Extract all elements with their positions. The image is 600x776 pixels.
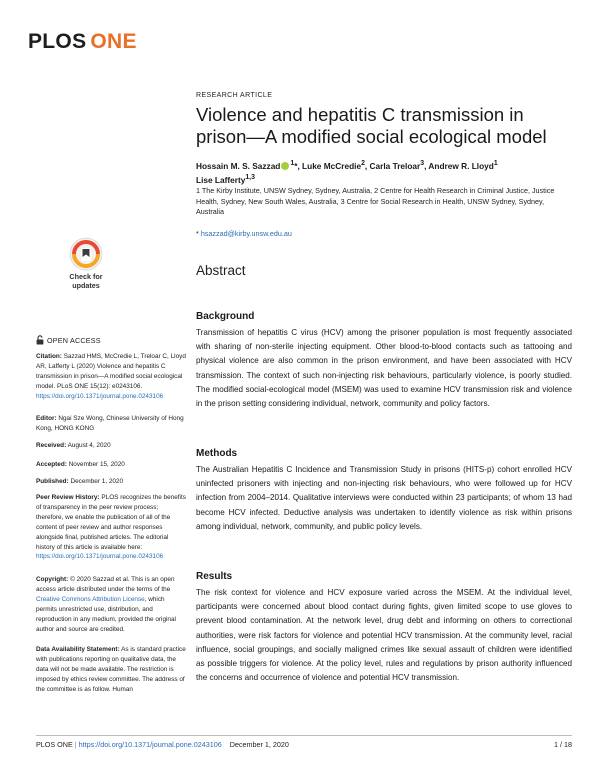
author-name[interactable]: *, Luke McCredie bbox=[294, 160, 362, 171]
author-name[interactable]: , Carla Treloar bbox=[364, 160, 421, 171]
published-block bbox=[36, 477, 186, 487]
copyright-text: © 2020 Sazzad et al. This is an open access article distributed under the terms of the bbox=[36, 576, 175, 593]
abstract-heading: Abstract bbox=[196, 263, 246, 278]
check-updates-icon bbox=[69, 237, 103, 271]
published-date: December 1, 2020 bbox=[70, 478, 124, 485]
logo-plos: PLOS bbox=[28, 30, 87, 53]
affil-sup: 2 bbox=[361, 160, 365, 167]
accepted-block bbox=[36, 460, 186, 470]
check-for-updates[interactable] bbox=[64, 237, 108, 290]
footer-date: December 1, 2020 bbox=[229, 740, 289, 749]
methods-text: The Australian Hepatitis C Incidence and Transmission Study in prisons (HITS-p) cohort enrolled HCV uninfected prisoners with injecting and non-injecting risk behaviours, who were followed up for HCV infection from 2004–2014. Qualitative interviews were conducted within 23 participants; of whom 13 had become HCV infected. Deductive analysis was undertaken to identify violence as risk within prisons among individual, network, community, and public policy levels. bbox=[196, 465, 572, 531]
editor-text: Ngai Sze Wong, Chinese University of Hong Kong, HONG KONG bbox=[36, 415, 184, 432]
author-list bbox=[196, 158, 572, 186]
open-access-badge bbox=[36, 335, 186, 348]
check-updates-line1: Check for bbox=[69, 272, 103, 281]
author-name[interactable]: , Andrew R. Lloyd bbox=[424, 160, 494, 171]
citation-doi-link[interactable]: https://doi.org/10.1371/journal.pone.0243106 bbox=[36, 392, 164, 400]
editor-block bbox=[36, 414, 186, 434]
email-link[interactable]: hsazzad@kirby.unsw.edu.au bbox=[200, 229, 292, 238]
citation-label: Citation: bbox=[36, 353, 62, 360]
peer-review-label: Peer Review History: bbox=[36, 494, 100, 501]
footer-doi-link[interactable]: https://doi.org/10.1371/journal.pone.0243106 bbox=[78, 740, 222, 749]
methods-heading: Methods bbox=[196, 448, 238, 459]
open-lock-icon bbox=[36, 335, 44, 348]
check-updates-line2: updates bbox=[72, 280, 100, 290]
author-name[interactable]: Lise Lafferty bbox=[196, 174, 246, 185]
copyright-text-cont: , which permits unrestricted use, distribution, and reproduction in any medium, provided the original author and source are credited. bbox=[36, 595, 176, 633]
received-label: Received: bbox=[36, 442, 67, 449]
data-availability-text: As is standard practice with publications reporting on qualitative data, the data will not be made available. The restriction is imposed by ethics review committee. The address of the committee is as follow. Human bbox=[36, 646, 186, 693]
accepted-label: Accepted: bbox=[36, 461, 67, 468]
license-link[interactable]: Creative Commons Attribution License bbox=[36, 595, 145, 603]
data-availability-label: Data Availability Statement: bbox=[36, 646, 120, 653]
citation-block bbox=[36, 352, 186, 402]
article-title: Violence and hepatitis C transmission in prison—A modified social ecological model bbox=[196, 104, 547, 147]
logo-one: ONE bbox=[90, 30, 137, 53]
copyright-label: Copyright: bbox=[36, 576, 69, 583]
page-number: 1 / 18 bbox=[554, 740, 572, 749]
background-text: Transmission of hepatitis C virus (HCV) among the prisoner population is most frequently associated with sharing of non-sterile injecting equipment. Other blood-to-blood contacts such as tattooing and physical violence are also common in the prison environment, and have been associated with HCV transmission. The context of such non-injecting risk behaviours, particularly violence, is poorly studied. The modified social-ecological model (MSEM) was used to examine HCV transmission risk and violence in the prison setting considering individual, network, community and policy factors. bbox=[196, 328, 572, 409]
open-access-label: OPEN ACCESS bbox=[47, 336, 101, 345]
data-availability-block bbox=[36, 645, 186, 695]
page-footer: PLOS ONE | https://doi.org/10.1371/journal.pone.0243106 December 1, 2020 1 / 18 bbox=[36, 735, 572, 749]
citation-text: Sazzad HMS, McCredie L, Treloar C, Lloyd AR, Lafferty L (2020) Violence and hepatitis C transmission in prison—A modified social ecological model. PLoS ONE 15(12): e0243106. bbox=[36, 353, 186, 390]
affil-sup: 1 bbox=[290, 160, 295, 167]
article-type: RESEARCH ARTICLE bbox=[196, 92, 273, 99]
background-heading: Background bbox=[196, 311, 255, 322]
affiliations: 1 The Kirby Institute, UNSW Sydney, Sydney, Australia, 2 Centre for Health Research in Criminal Justice, Justice Health, Sydney, New South Wales, Australia, 3 Centre for Social Research in Health, UNSW Sydney, Sydney, Australia bbox=[196, 186, 555, 216]
author-name[interactable]: Hossain M. S. Sazzad bbox=[196, 160, 281, 171]
results-text: The risk context for violence and HCV exposure varied across the MSEM. At the individual level, participants were concerned about blood contact during fights, given limited scope to use gloves to prevent blood contamination. At the network level, drug debt and informing on others to correctional authorities, were risk factors for violence and potential HCV transmission. At the community level, racial influence, social groupings, and socially maligned crimes like sexual assault of children were identified as possible triggers for violence. At the policy level, rules and regulations by prison authority influenced the concerns and occurrence of violence and potential HCV transmission. bbox=[196, 588, 572, 683]
affil-sup: 1 bbox=[493, 160, 498, 167]
peer-review-text: PLOS recognizes the benefits of transparency in the peer review process; therefore, we enable the publication of all of the content of peer review and author responses alongside final, published articles. The editorial history of this article is available here: bbox=[36, 494, 186, 551]
orcid-icon[interactable] bbox=[281, 162, 289, 170]
results-heading: Results bbox=[196, 571, 233, 582]
peer-review-block bbox=[36, 493, 186, 562]
journal-logo[interactable] bbox=[28, 30, 137, 54]
editor-label: Editor: bbox=[36, 415, 57, 422]
received-block bbox=[36, 441, 186, 451]
affil-sup: 1,3 bbox=[245, 173, 255, 181]
peer-review-link[interactable]: https://doi.org/10.1371/journal.pone.0243106 bbox=[36, 553, 164, 561]
accepted-date: November 15, 2020 bbox=[68, 461, 125, 468]
copyright-block bbox=[36, 575, 186, 634]
received-date: August 4, 2020 bbox=[67, 442, 111, 449]
corresponding-star: * bbox=[196, 229, 199, 238]
corresponding-email bbox=[196, 229, 572, 238]
published-label: Published: bbox=[36, 478, 69, 485]
footer-journal: PLOS ONE bbox=[36, 740, 73, 749]
affil-sup: 3 bbox=[420, 160, 425, 167]
